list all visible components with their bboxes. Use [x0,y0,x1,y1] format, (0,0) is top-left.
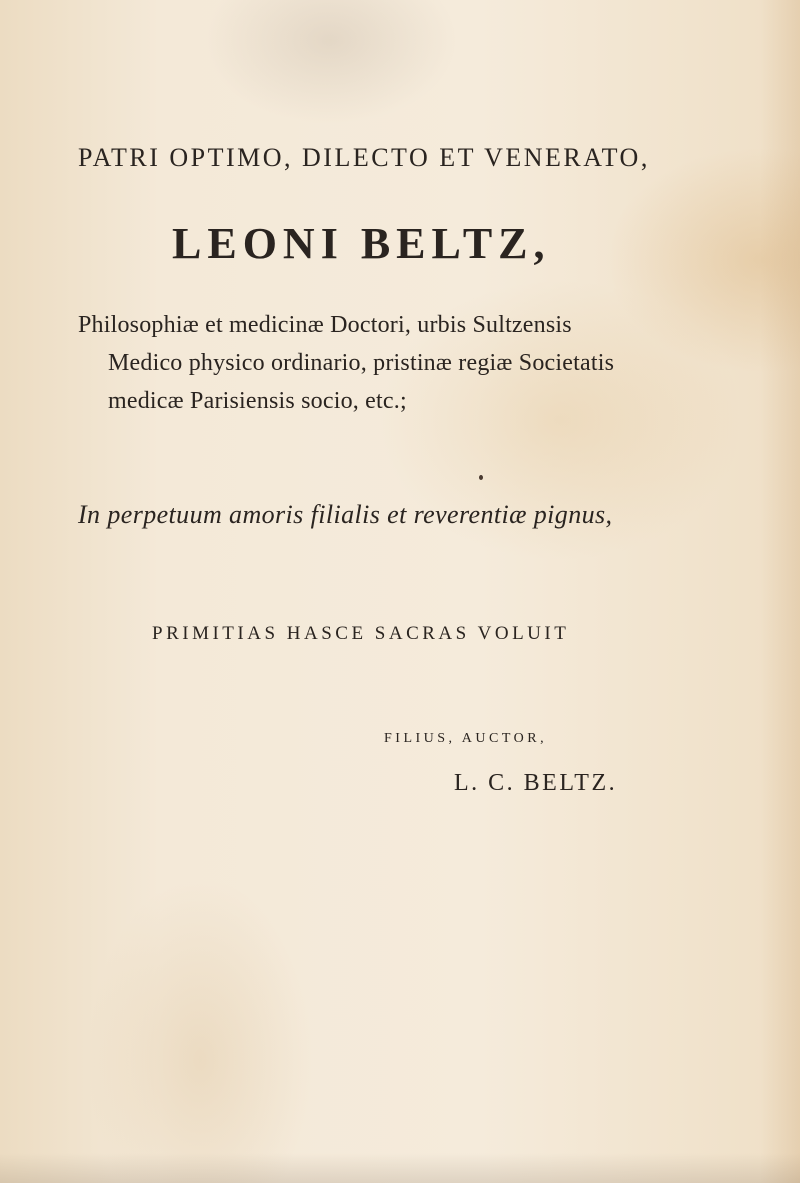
titles-line-3: medicæ Parisiensis socio, etc.; [108,388,407,414]
author-signature: L. C. BELTZ. [454,770,618,796]
filius-auctor-line: FILIUS, AUCTOR, [384,731,548,746]
dedicatee-titles [78,306,614,420]
titles-line-1: Philosophiæ et medicinæ Doctori, urbis Sultzensis [78,312,572,338]
titles-line-2: Medico physico ordinario, pristinæ regiæ Societatis [108,350,615,376]
page-bottom-shadow [0,1153,800,1183]
ink-speck [479,475,483,480]
motto-line: In perpetuum amoris filialis et reverentiæ pignus, [78,500,613,529]
dedicatee-name: LEONI BELTZ, [172,219,551,268]
primitias-line: PRIMITIAS HASCE SACRAS VOLUIT [152,623,570,644]
page-edge-stain [760,0,800,1183]
dedication-line: PATRI OPTIMO, DILECTO ET VENERATO, [78,143,650,172]
